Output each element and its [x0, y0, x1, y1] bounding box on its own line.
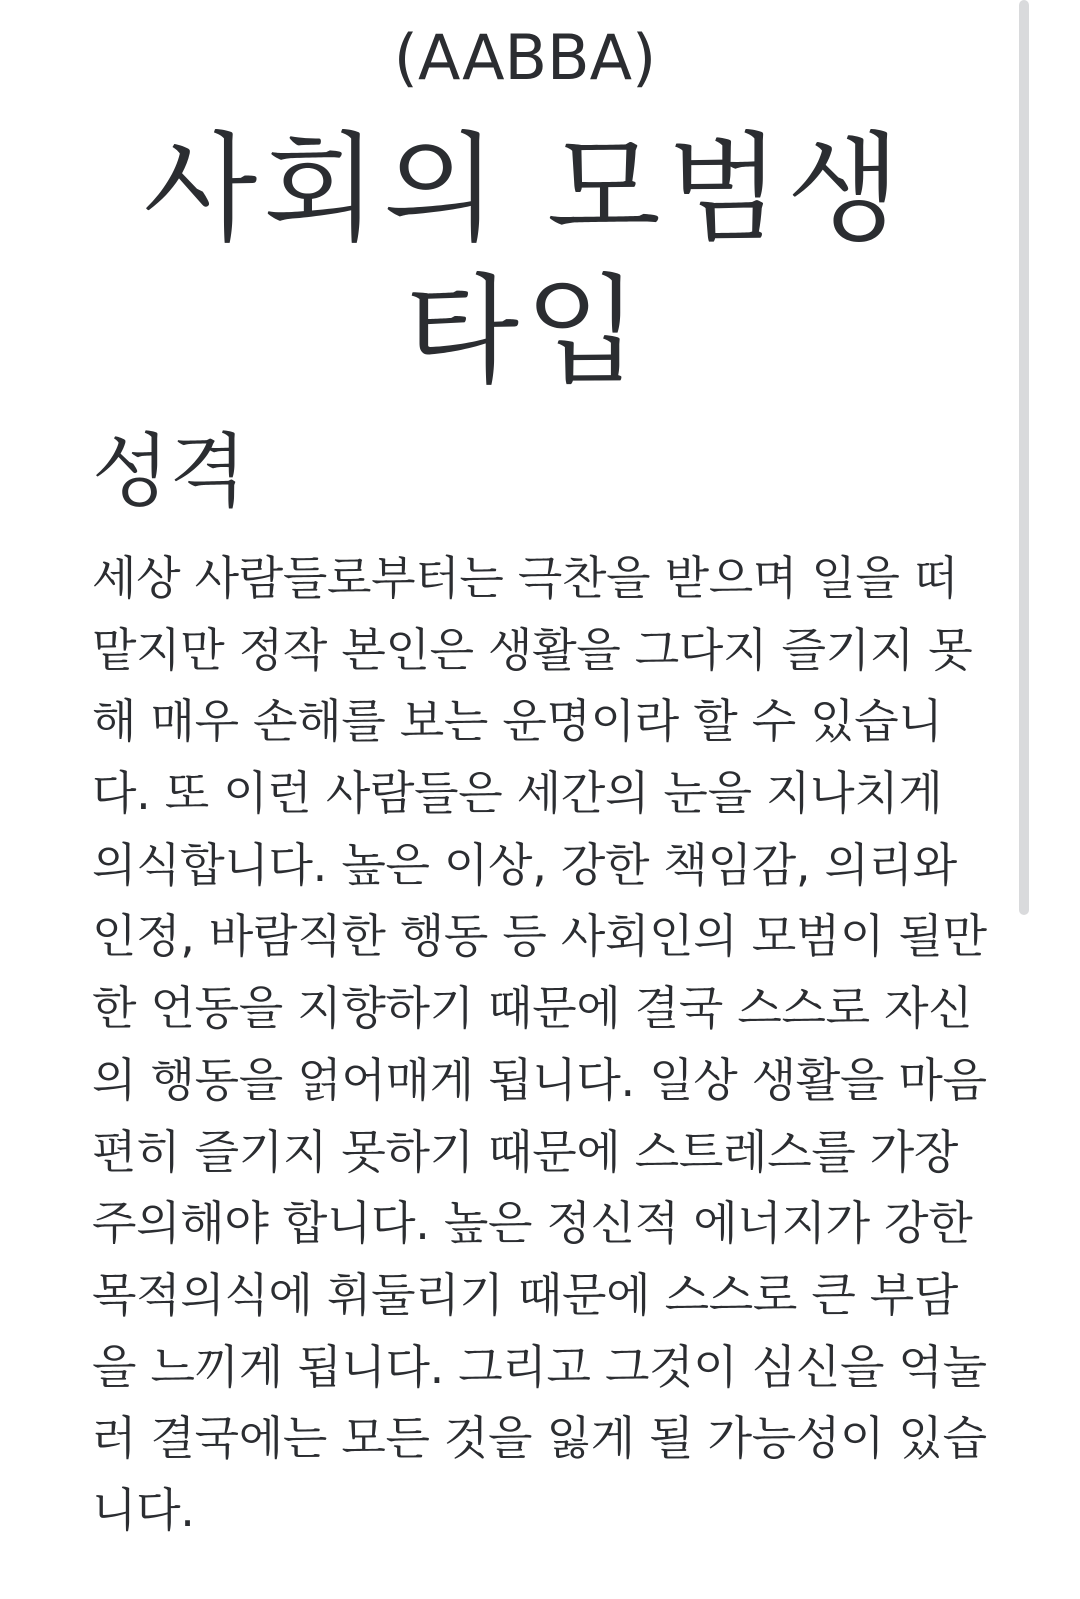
description-line: 맡지만 정작 본인은 생활을 그다지 즐기지 못 [92, 622, 973, 677]
personality-description [92, 543, 987, 1547]
description-line: 인정, 바람직한 행동 등 사회인의 모범이 될만 [92, 909, 987, 964]
description-line: 한 언동을 지향하기 때문에 결국 스스로 자신 [92, 981, 973, 1036]
page-title: 사회의 모범생 타입 [143, 120, 907, 400]
description-line: 을 느끼게 됩니다. 그리고 그것이 심신을 억눌 [92, 1339, 987, 1394]
type-code: (AABBA) [393, 21, 657, 94]
description-line: 다. 또 이런 사람들은 세간의 눈을 지나치게 [92, 766, 943, 821]
description-line: 의식합니다. 높은 이상, 강한 책임감, 의리와 [92, 837, 957, 892]
section-heading-personality: 성격 [92, 425, 247, 518]
description-line: 목적의식에 휘둘리기 때문에 스스로 큰 부담 [92, 1267, 959, 1322]
description-line: 니다. [92, 1482, 195, 1537]
description-line: 편히 즐기지 못하기 때문에 스트레스를 가장 [92, 1124, 959, 1179]
description-line: 주의해야 합니다. 높은 정신적 에너지가 강한 [92, 1196, 973, 1251]
description-line: 세상 사람들로부터는 극찬을 받으며 일을 떠 [92, 551, 959, 605]
description-line: 의 행동을 얽어매게 됩니다. 일상 생활을 마음 [92, 1052, 987, 1107]
description-line: 해 매우 손해를 보는 운명이라 할 수 있습니 [92, 694, 943, 749]
description-line: 러 결국에는 모든 것을 잃게 될 가능성이 있습 [92, 1411, 987, 1466]
scrollbar-thumb[interactable] [1019, 0, 1029, 915]
